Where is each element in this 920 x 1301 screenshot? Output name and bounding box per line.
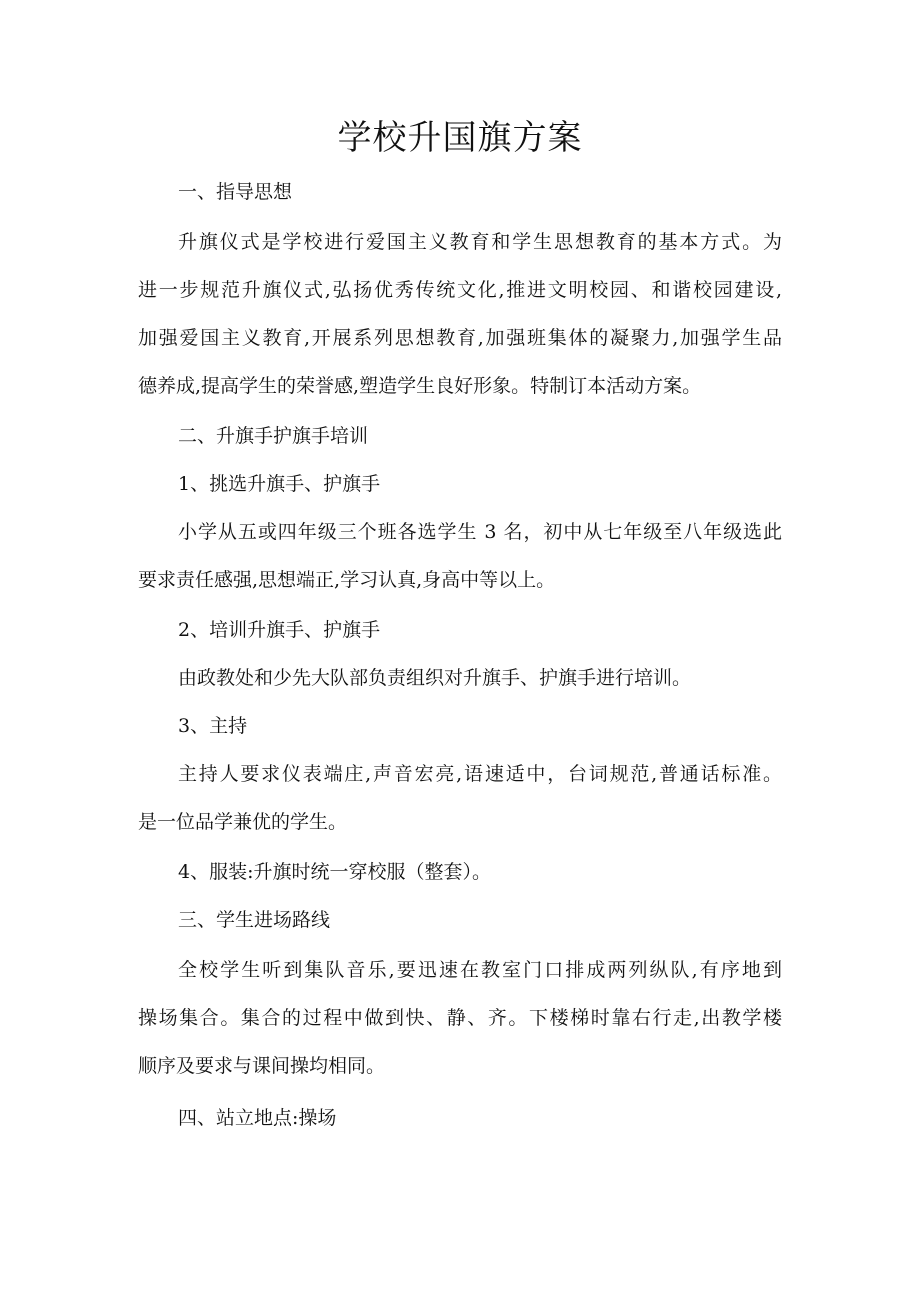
paragraph-line: 升旗仪式是学校进行爱国主义教育和学生思想教育的基本方式。为: [178, 231, 782, 253]
section-heading-1: 一、指导思想: [178, 181, 293, 203]
subsection-heading-2: 2、培训升旗手、护旗手: [178, 619, 381, 641]
paragraph-line: 要求责任感强,思想端正,学习认真,身高中等以上。: [138, 569, 556, 591]
paragraph-line: 小学从五或四年级三个班各选学生 3 名，初中从七年级至八年级选此: [178, 521, 782, 543]
document-title: 学校升国旗方案: [337, 118, 583, 158]
section-heading-2: 二、升旗手护旗手培训: [178, 425, 369, 447]
paragraph-line: 操场集合。集合的过程中做到快、静、齐。下楼梯时靠右行走,出教学楼: [138, 1007, 782, 1029]
paragraph-line: 由政教处和少先大队部负责组织对升旗手、护旗手进行培训。: [178, 667, 692, 689]
paragraph-line: 是一位品学兼优的学生。: [138, 811, 348, 833]
paragraph-line: 主持人要求仪表端庄,声音宏亮,语速适中，台词规范,普通话标准。: [178, 763, 782, 785]
section-heading-4: 四、站立地点:操场: [178, 1107, 337, 1129]
subsection-heading-1: 1、挑选升旗手、护旗手: [178, 473, 381, 495]
paragraph-line: 顺序及要求与课间操均相同。: [138, 1055, 386, 1077]
subsection-heading-3: 3、主持: [178, 715, 248, 737]
paragraph-line: 全校学生听到集队音乐,要迅速在教室门口排成两列纵队,有序地到: [178, 959, 782, 981]
paragraph-line: 进一步规范升旗仪式,弘扬优秀传统文化,推进文明校园、和谐校园建设,: [138, 279, 782, 301]
section-heading-3: 三、学生进场路线: [178, 909, 331, 931]
paragraph-line: 加强爱国主义教育,开展系列思想教育,加强班集体的凝聚力,加强学生品: [138, 327, 782, 349]
paragraph-line: 德养成,提高学生的荣誉感,塑造学生良好形象。特制订本活动方案。: [138, 375, 702, 397]
subsection-heading-4: 4、服装:升旗时统一穿校服（整套）。: [178, 861, 491, 883]
